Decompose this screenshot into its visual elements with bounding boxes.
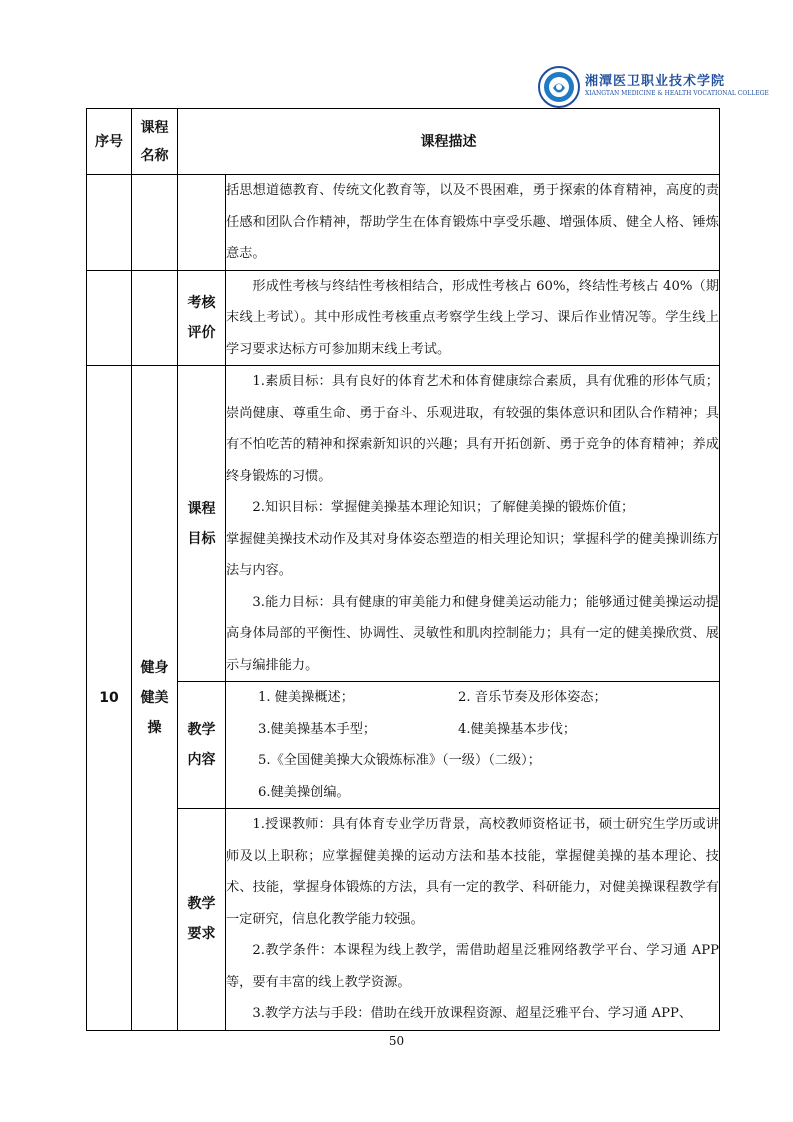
content-item: 2. 音乐节奏及形体姿态； bbox=[458, 690, 607, 705]
requirement-methods: 3.教学方法与手段：借助在线开放课程资源、超星泛雅平台、学习通 APP、 bbox=[252, 1006, 693, 1021]
goal-knowledge-continued: 掌握健美操技术动作及其对身体姿态塑造的相关理论知识；掌握科学的健美操训练方法与内容。 bbox=[226, 531, 719, 578]
content-label: 教学 内容 bbox=[178, 682, 226, 809]
assessment-label: 考核 评价 bbox=[178, 270, 226, 366]
college-emblem-icon bbox=[538, 66, 580, 108]
goals-description bbox=[226, 366, 720, 682]
goal-quality: 1.素质目标：具有良好的体育艺术和体育健康综合素质，具有优雅的形体气质；崇尚健康、尊重生命、勇于奋斗、乐观进取，有较强的集体意识和团队合作精神；具有不怕吃苦的精神和探索新知识的兴趣；具有开拓创新、勇于竞争的体育精神；养成终身锻炼的习惯。 bbox=[226, 374, 719, 484]
row-index: 10 bbox=[87, 366, 132, 1031]
course-name: 健身 健美 操 bbox=[132, 366, 178, 1031]
table-row-assessment bbox=[87, 270, 720, 366]
goal-knowledge: 2.知识目标：掌握健美操基本理论知识；了解健美操的锻炼价值； bbox=[252, 500, 635, 515]
course-table bbox=[86, 108, 720, 1031]
content-item: 3.健美操基本手型； bbox=[258, 721, 377, 737]
requirement-teacher: 1.授课教师：具有体育专业学历背景，高校教师资格证书，硕士研究生学历或讲师及以上职称；应掌握健美操的运动方法和基本技能，掌握健美操的基本理论、技术、技能，掌握身体锻炼的方法，具有一定的教学、科研能力，对健美操课程教学有一定研究，信息化教学能力较强。 bbox=[226, 817, 719, 927]
table-header-row bbox=[87, 109, 720, 175]
continued-description: 括思想道德教育、传统文化教育等，以及不畏困难，勇于探索的体育精神，高度的责任感和团队合作精神，帮助学生在体育锻炼中享受乐趣、增强体质、健全人格、锤炼意志。 bbox=[226, 175, 720, 271]
requirements-label: 教学 要求 bbox=[178, 809, 226, 1031]
college-name: 湘潭医卫职业技术学院 bbox=[585, 74, 726, 89]
assessment-description: 形成性考核与终结性考核相结合，形成性考核占 60%，终结性考核占 40%（期末线上考试）。其中形成性考核重点考察学生线上学习、课后作业情况等。学生线上学习要求达标方可参加期末线上考试。 bbox=[226, 270, 720, 366]
requirement-conditions: 2.教学条件：本课程为线上教学，需借助超星泛雅网络教学平台、学习通 APP 等，要有丰富的线上教学资源。 bbox=[226, 943, 719, 990]
table-row-content bbox=[87, 682, 720, 809]
college-name-english: XIANGTAN MEDICINE & HEALTH VOCATIONAL COLLEGE bbox=[585, 90, 769, 97]
table-row-goals bbox=[87, 366, 720, 682]
content-item: 1. 健美操概述； bbox=[258, 690, 354, 705]
goal-ability: 3.能力目标：具有健康的审美能力和健身健美运动能力；能够通过健美操运动提高身体局部的平衡性、协调性、灵敏性和肌肉控制能力；具有一定的健美操欣赏、展示与编排能力。 bbox=[226, 594, 719, 673]
college-logo bbox=[538, 66, 769, 108]
content-item: 4.健美操基本步伐； bbox=[458, 721, 577, 737]
content-item: 5.《全国健美操大众锻炼标准》（一级）（二级）； bbox=[258, 753, 541, 768]
header-index: 序号 bbox=[87, 109, 132, 175]
table-row-requirements bbox=[87, 809, 720, 1031]
header-course-description: 课程描述 bbox=[178, 109, 720, 175]
header-course-name: 课程 名称 bbox=[132, 109, 178, 175]
page-number: 50 bbox=[388, 1034, 405, 1048]
requirements-description bbox=[226, 809, 720, 1031]
goals-label: 课程 目标 bbox=[178, 366, 226, 682]
content-item: 6.健美操创编。 bbox=[258, 784, 350, 800]
table-row-continued bbox=[87, 175, 720, 271]
content-description bbox=[226, 682, 720, 809]
